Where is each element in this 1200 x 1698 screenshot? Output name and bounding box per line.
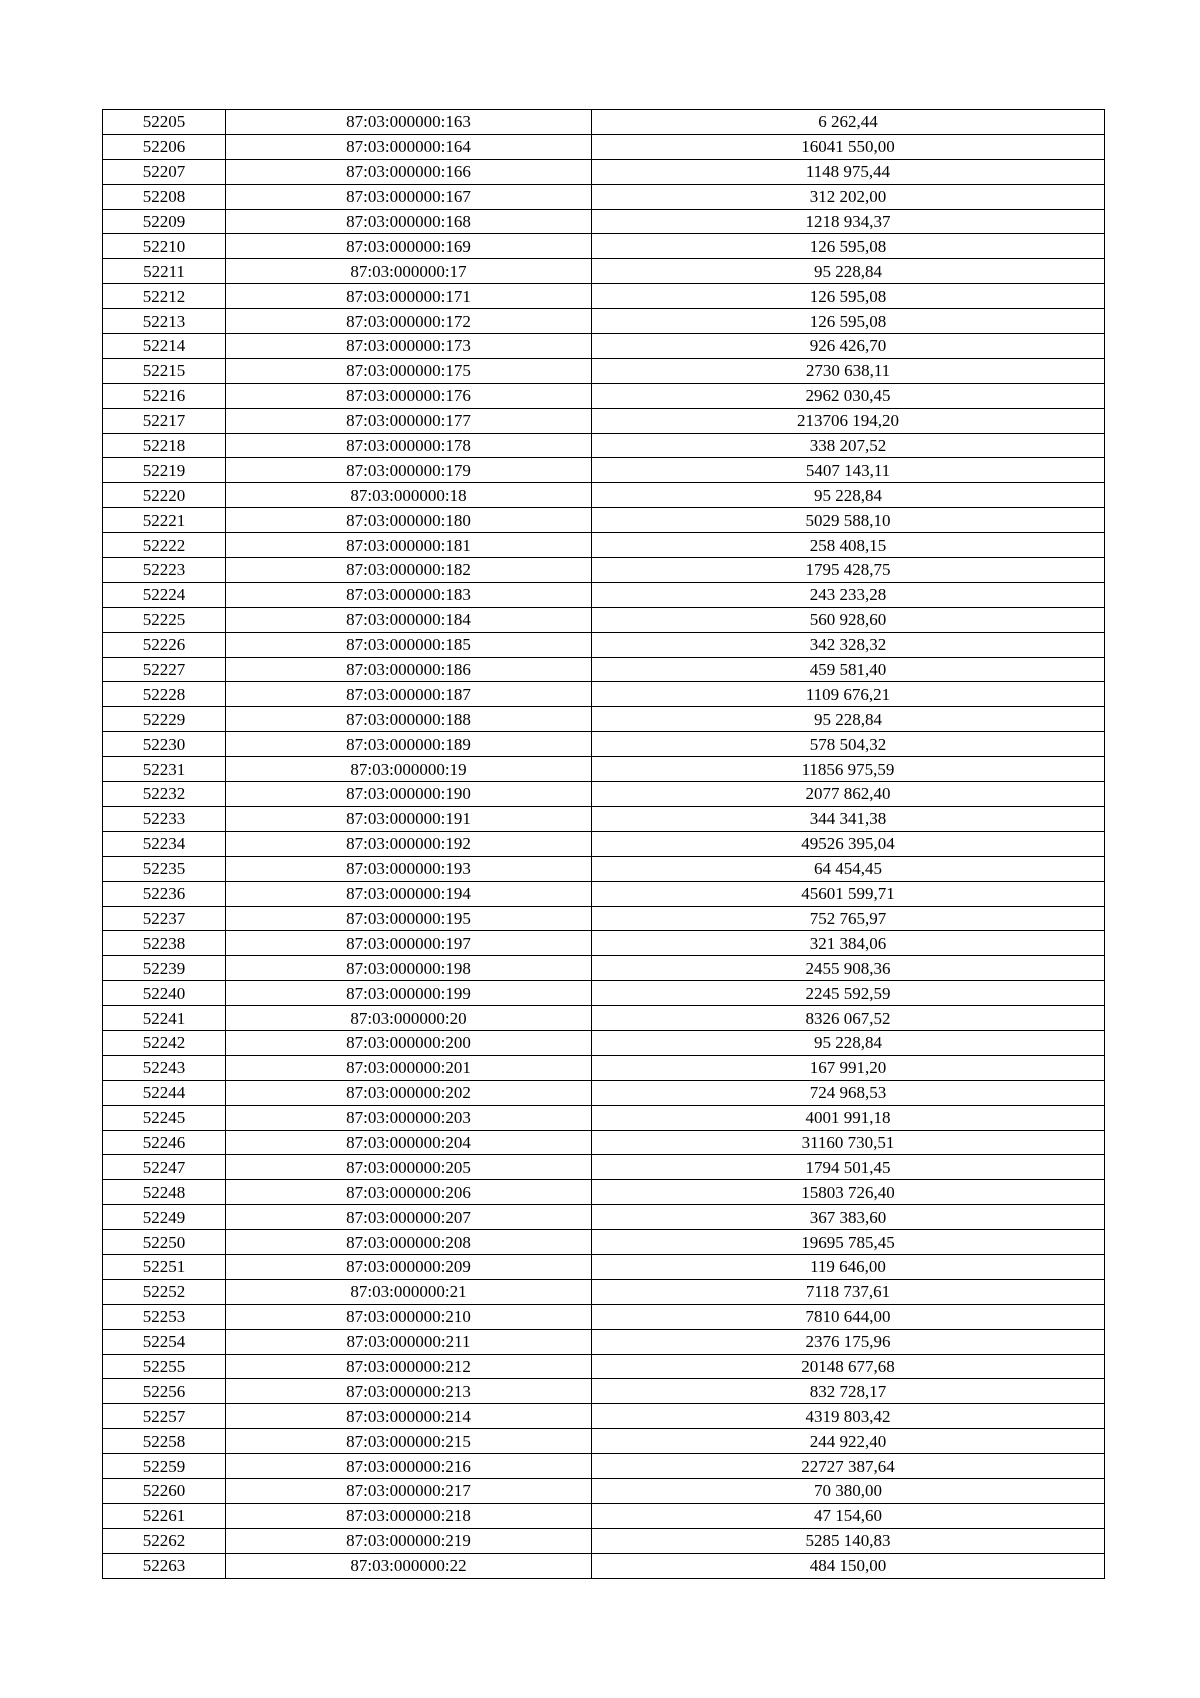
cadastral-number-cell: 87:03:000000:207	[226, 1205, 592, 1230]
cadastral-number-cell: 87:03:000000:184	[226, 607, 592, 632]
row-number-cell: 52224	[103, 582, 226, 607]
value-cell: 45601 599,71	[592, 881, 1105, 906]
cadastral-number-cell: 87:03:000000:204	[226, 1130, 592, 1155]
row-number-cell: 52228	[103, 682, 226, 707]
row-number-cell: 52212	[103, 284, 226, 309]
cadastral-number-cell: 87:03:000000:166	[226, 159, 592, 184]
cadastral-number-cell: 87:03:000000:173	[226, 334, 592, 359]
cadastral-number-cell: 87:03:000000:171	[226, 284, 592, 309]
cadastral-number-cell: 87:03:000000:194	[226, 881, 592, 906]
value-cell: 22727 387,64	[592, 1454, 1105, 1479]
value-cell: 4319 803,42	[592, 1404, 1105, 1429]
value-cell: 243 233,28	[592, 582, 1105, 607]
row-number-cell: 52222	[103, 533, 226, 558]
cadastral-number-cell: 87:03:000000:186	[226, 657, 592, 682]
value-cell: 95 228,84	[592, 1030, 1105, 1055]
row-number-cell: 52239	[103, 956, 226, 981]
cadastral-number-cell: 87:03:000000:167	[226, 184, 592, 209]
table-row	[103, 906, 1105, 931]
table-row	[103, 533, 1105, 558]
cadastral-number-cell: 87:03:000000:205	[226, 1155, 592, 1180]
row-number-cell: 52229	[103, 707, 226, 732]
table-row	[103, 1105, 1105, 1130]
table-row	[103, 558, 1105, 583]
row-number-cell: 52225	[103, 607, 226, 632]
cadastral-number-cell: 87:03:000000:168	[226, 209, 592, 234]
row-number-cell: 52230	[103, 732, 226, 757]
value-cell: 560 928,60	[592, 607, 1105, 632]
value-cell: 344 341,38	[592, 806, 1105, 831]
row-number-cell: 52253	[103, 1304, 226, 1329]
value-cell: 49526 395,04	[592, 831, 1105, 856]
row-number-cell: 52256	[103, 1379, 226, 1404]
value-cell: 126 595,08	[592, 309, 1105, 334]
value-cell: 11856 975,59	[592, 757, 1105, 782]
table-row	[103, 1528, 1105, 1553]
value-cell: 1795 428,75	[592, 558, 1105, 583]
cadastral-number-cell: 87:03:000000:200	[226, 1030, 592, 1055]
table-row	[103, 433, 1105, 458]
cadastral-number-cell: 87:03:000000:208	[226, 1230, 592, 1255]
row-number-cell: 52243	[103, 1055, 226, 1080]
cadastral-number-cell: 87:03:000000:19	[226, 757, 592, 782]
row-number-cell: 52226	[103, 632, 226, 657]
table-row	[103, 657, 1105, 682]
row-number-cell: 52241	[103, 1006, 226, 1031]
table-row	[103, 956, 1105, 981]
value-cell: 95 228,84	[592, 707, 1105, 732]
value-cell: 1109 676,21	[592, 682, 1105, 707]
row-number-cell: 52252	[103, 1279, 226, 1304]
value-cell: 5285 140,83	[592, 1528, 1105, 1553]
value-cell: 2730 638,11	[592, 358, 1105, 383]
table-row	[103, 284, 1105, 309]
table-row	[103, 981, 1105, 1006]
table-row	[103, 607, 1105, 632]
value-cell: 7810 644,00	[592, 1304, 1105, 1329]
table-row	[103, 782, 1105, 807]
table-row	[103, 806, 1105, 831]
table-row	[103, 408, 1105, 433]
row-number-cell: 52261	[103, 1503, 226, 1528]
row-number-cell: 52254	[103, 1329, 226, 1354]
value-cell: 2455 908,36	[592, 956, 1105, 981]
table-row	[103, 1379, 1105, 1404]
row-number-cell: 52210	[103, 234, 226, 259]
cadastral-number-cell: 87:03:000000:209	[226, 1254, 592, 1279]
cadastral-number-cell: 87:03:000000:217	[226, 1478, 592, 1503]
cadastral-number-cell: 87:03:000000:163	[226, 110, 592, 135]
value-cell: 31160 730,51	[592, 1130, 1105, 1155]
table-row	[103, 881, 1105, 906]
table-row	[103, 757, 1105, 782]
row-number-cell: 52220	[103, 483, 226, 508]
table-row	[103, 358, 1105, 383]
value-cell: 312 202,00	[592, 184, 1105, 209]
table-row	[103, 1429, 1105, 1454]
value-cell: 19695 785,45	[592, 1230, 1105, 1255]
table-row	[103, 682, 1105, 707]
value-cell: 484 150,00	[592, 1553, 1105, 1578]
cadastral-number-cell: 87:03:000000:175	[226, 358, 592, 383]
row-number-cell: 52205	[103, 110, 226, 135]
row-number-cell: 52258	[103, 1429, 226, 1454]
cadastral-number-cell: 87:03:000000:219	[226, 1528, 592, 1553]
cadastral-number-cell: 87:03:000000:192	[226, 831, 592, 856]
table-row	[103, 134, 1105, 159]
row-number-cell: 52209	[103, 209, 226, 234]
row-number-cell: 52251	[103, 1254, 226, 1279]
row-number-cell: 52244	[103, 1080, 226, 1105]
table-row	[103, 1329, 1105, 1354]
table-row	[103, 1230, 1105, 1255]
table-row	[103, 1006, 1105, 1031]
row-number-cell: 52236	[103, 881, 226, 906]
row-number-cell: 52232	[103, 782, 226, 807]
value-cell: 244 922,40	[592, 1429, 1105, 1454]
row-number-cell: 52235	[103, 856, 226, 881]
table-row	[103, 1180, 1105, 1205]
cadastral-number-cell: 87:03:000000:18	[226, 483, 592, 508]
table-row	[103, 1304, 1105, 1329]
value-cell: 8326 067,52	[592, 1006, 1105, 1031]
row-number-cell: 52245	[103, 1105, 226, 1130]
table-row	[103, 1155, 1105, 1180]
value-cell: 926 426,70	[592, 334, 1105, 359]
table-row	[103, 1503, 1105, 1528]
cadastral-number-cell: 87:03:000000:164	[226, 134, 592, 159]
table-row	[103, 1354, 1105, 1379]
table-row	[103, 159, 1105, 184]
registry-table	[102, 109, 1105, 1579]
cadastral-number-cell: 87:03:000000:193	[226, 856, 592, 881]
cadastral-number-cell: 87:03:000000:178	[226, 433, 592, 458]
row-number-cell: 52221	[103, 508, 226, 533]
table-row	[103, 209, 1105, 234]
table-row	[103, 831, 1105, 856]
table-row	[103, 856, 1105, 881]
value-cell: 342 328,32	[592, 632, 1105, 657]
row-number-cell: 52249	[103, 1205, 226, 1230]
cadastral-number-cell: 87:03:000000:197	[226, 931, 592, 956]
cadastral-number-cell: 87:03:000000:195	[226, 906, 592, 931]
table-row	[103, 508, 1105, 533]
value-cell: 4001 991,18	[592, 1105, 1105, 1130]
value-cell: 258 408,15	[592, 533, 1105, 558]
value-cell: 578 504,32	[592, 732, 1105, 757]
row-number-cell: 52248	[103, 1180, 226, 1205]
value-cell: 7118 737,61	[592, 1279, 1105, 1304]
cadastral-number-cell: 87:03:000000:206	[226, 1180, 592, 1205]
table-row	[103, 582, 1105, 607]
cadastral-number-cell: 87:03:000000:176	[226, 383, 592, 408]
table-row	[103, 383, 1105, 408]
row-number-cell: 52240	[103, 981, 226, 1006]
row-number-cell: 52246	[103, 1130, 226, 1155]
cadastral-number-cell: 87:03:000000:215	[226, 1429, 592, 1454]
row-number-cell: 52231	[103, 757, 226, 782]
value-cell: 6 262,44	[592, 110, 1105, 135]
cadastral-number-cell: 87:03:000000:216	[226, 1454, 592, 1479]
table-row	[103, 1130, 1105, 1155]
cadastral-number-cell: 87:03:000000:198	[226, 956, 592, 981]
row-number-cell: 52255	[103, 1354, 226, 1379]
row-number-cell: 52215	[103, 358, 226, 383]
table-row	[103, 1030, 1105, 1055]
row-number-cell: 52219	[103, 458, 226, 483]
value-cell: 47 154,60	[592, 1503, 1105, 1528]
cadastral-number-cell: 87:03:000000:188	[226, 707, 592, 732]
row-number-cell: 52227	[103, 657, 226, 682]
table-row	[103, 1553, 1105, 1578]
row-number-cell: 52234	[103, 831, 226, 856]
cadastral-number-cell: 87:03:000000:177	[226, 408, 592, 433]
value-cell: 95 228,84	[592, 483, 1105, 508]
value-cell: 338 207,52	[592, 433, 1105, 458]
cadastral-number-cell: 87:03:000000:22	[226, 1553, 592, 1578]
row-number-cell: 52207	[103, 159, 226, 184]
value-cell: 5029 588,10	[592, 508, 1105, 533]
value-cell: 20148 677,68	[592, 1354, 1105, 1379]
cadastral-number-cell: 87:03:000000:211	[226, 1329, 592, 1354]
value-cell: 1218 934,37	[592, 209, 1105, 234]
cadastral-number-cell: 87:03:000000:213	[226, 1379, 592, 1404]
value-cell: 213706 194,20	[592, 408, 1105, 433]
cadastral-number-cell: 87:03:000000:180	[226, 508, 592, 533]
cadastral-number-cell: 87:03:000000:183	[226, 582, 592, 607]
value-cell: 167 991,20	[592, 1055, 1105, 1080]
value-cell: 119 646,00	[592, 1254, 1105, 1279]
row-number-cell: 52208	[103, 184, 226, 209]
row-number-cell: 52223	[103, 558, 226, 583]
row-number-cell: 52257	[103, 1404, 226, 1429]
cadastral-number-cell: 87:03:000000:189	[226, 732, 592, 757]
value-cell: 832 728,17	[592, 1379, 1105, 1404]
row-number-cell: 52211	[103, 259, 226, 284]
row-number-cell: 52238	[103, 931, 226, 956]
value-cell: 752 765,97	[592, 906, 1105, 931]
cadastral-number-cell: 87:03:000000:181	[226, 533, 592, 558]
row-number-cell: 52218	[103, 433, 226, 458]
value-cell: 126 595,08	[592, 234, 1105, 259]
row-number-cell: 52262	[103, 1528, 226, 1553]
row-number-cell: 52263	[103, 1553, 226, 1578]
value-cell: 2245 592,59	[592, 981, 1105, 1006]
cadastral-number-cell: 87:03:000000:21	[226, 1279, 592, 1304]
table-row	[103, 632, 1105, 657]
value-cell: 126 595,08	[592, 284, 1105, 309]
cadastral-number-cell: 87:03:000000:169	[226, 234, 592, 259]
value-cell: 15803 726,40	[592, 1180, 1105, 1205]
cadastral-number-cell: 87:03:000000:172	[226, 309, 592, 334]
cadastral-number-cell: 87:03:000000:202	[226, 1080, 592, 1105]
table-row	[103, 1080, 1105, 1105]
table-row	[103, 259, 1105, 284]
row-number-cell: 52214	[103, 334, 226, 359]
table-row	[103, 110, 1105, 135]
row-number-cell: 52242	[103, 1030, 226, 1055]
table-row	[103, 732, 1105, 757]
value-cell: 2962 030,45	[592, 383, 1105, 408]
value-cell: 95 228,84	[592, 259, 1105, 284]
table-row	[103, 1279, 1105, 1304]
value-cell: 367 383,60	[592, 1205, 1105, 1230]
table-row	[103, 458, 1105, 483]
cadastral-number-cell: 87:03:000000:201	[226, 1055, 592, 1080]
value-cell: 321 384,06	[592, 931, 1105, 956]
table-row	[103, 184, 1105, 209]
cadastral-number-cell: 87:03:000000:20	[226, 1006, 592, 1031]
cadastral-number-cell: 87:03:000000:187	[226, 682, 592, 707]
row-number-cell: 52206	[103, 134, 226, 159]
cadastral-number-cell: 87:03:000000:185	[226, 632, 592, 657]
cadastral-number-cell: 87:03:000000:179	[226, 458, 592, 483]
row-number-cell: 52233	[103, 806, 226, 831]
row-number-cell: 52247	[103, 1155, 226, 1180]
value-cell: 459 581,40	[592, 657, 1105, 682]
table-row	[103, 234, 1105, 259]
cadastral-number-cell: 87:03:000000:191	[226, 806, 592, 831]
table-row	[103, 707, 1105, 732]
registry-table-body	[103, 110, 1105, 1579]
row-number-cell: 52237	[103, 906, 226, 931]
cadastral-number-cell: 87:03:000000:210	[226, 1304, 592, 1329]
value-cell: 2376 175,96	[592, 1329, 1105, 1354]
table-row	[103, 334, 1105, 359]
value-cell: 1794 501,45	[592, 1155, 1105, 1180]
cadastral-number-cell: 87:03:000000:199	[226, 981, 592, 1006]
table-row	[103, 931, 1105, 956]
row-number-cell: 52213	[103, 309, 226, 334]
row-number-cell: 52217	[103, 408, 226, 433]
cadastral-number-cell: 87:03:000000:190	[226, 782, 592, 807]
table-row	[103, 1478, 1105, 1503]
value-cell: 70 380,00	[592, 1478, 1105, 1503]
row-number-cell: 52260	[103, 1478, 226, 1503]
value-cell: 1148 975,44	[592, 159, 1105, 184]
row-number-cell: 52259	[103, 1454, 226, 1479]
value-cell: 64 454,45	[592, 856, 1105, 881]
table-row	[103, 1055, 1105, 1080]
value-cell: 724 968,53	[592, 1080, 1105, 1105]
cadastral-number-cell: 87:03:000000:214	[226, 1404, 592, 1429]
cadastral-number-cell: 87:03:000000:218	[226, 1503, 592, 1528]
cadastral-number-cell: 87:03:000000:203	[226, 1105, 592, 1130]
value-cell: 2077 862,40	[592, 782, 1105, 807]
value-cell: 16041 550,00	[592, 134, 1105, 159]
table-row	[103, 1404, 1105, 1429]
table-row	[103, 1454, 1105, 1479]
cadastral-number-cell: 87:03:000000:17	[226, 259, 592, 284]
row-number-cell: 52250	[103, 1230, 226, 1255]
cadastral-number-cell: 87:03:000000:182	[226, 558, 592, 583]
table-row	[103, 1254, 1105, 1279]
value-cell: 5407 143,11	[592, 458, 1105, 483]
cadastral-number-cell: 87:03:000000:212	[226, 1354, 592, 1379]
row-number-cell: 52216	[103, 383, 226, 408]
table-row	[103, 483, 1105, 508]
table-row	[103, 309, 1105, 334]
table-row	[103, 1205, 1105, 1230]
